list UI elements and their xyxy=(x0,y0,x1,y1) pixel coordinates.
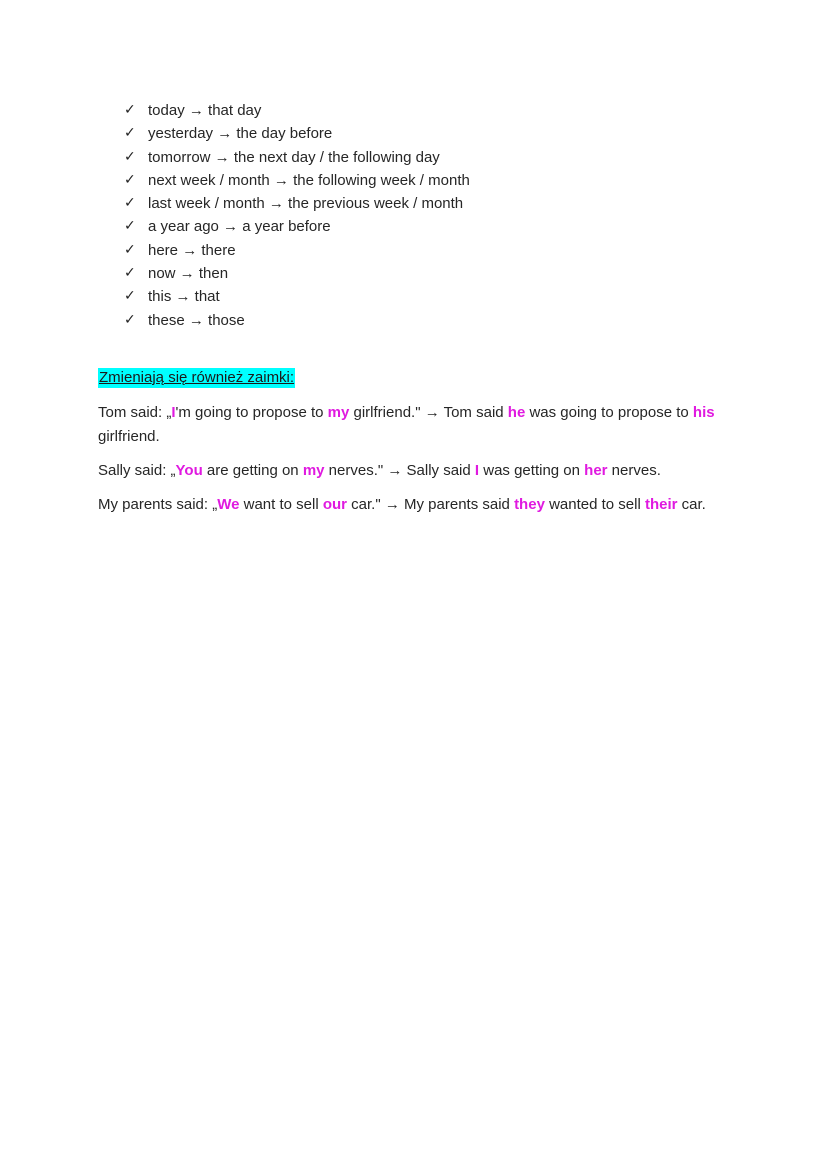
list-item-text: tomorrow → the next day / the following day xyxy=(148,148,440,166)
checkmark-icon: ✓ xyxy=(124,148,136,165)
list-item-text: this → that xyxy=(148,288,220,306)
list-item xyxy=(124,122,470,145)
sentence-text: girlfriend. xyxy=(98,427,160,445)
list-item-text: today → that day xyxy=(148,102,262,119)
checkmark-icon: ✓ xyxy=(124,288,136,305)
list-item-text: yesterday → the day before xyxy=(148,125,333,143)
sentence-text: are getting on xyxy=(202,462,303,479)
sentence-text: nerves." → Sally said xyxy=(324,462,475,479)
pronoun-highlight: I xyxy=(474,462,480,479)
checkmark-icon: ✓ xyxy=(124,125,136,142)
list-item xyxy=(124,169,470,192)
pronoun-highlight: You xyxy=(175,462,203,479)
sentence-text: want to sell xyxy=(239,496,323,513)
time-expressions-checklist xyxy=(124,99,470,332)
sentence-text: was going to propose to xyxy=(525,404,693,421)
sentence-text: My parents said: „ xyxy=(98,496,218,513)
sentence-text: 'm going to propose to xyxy=(175,404,328,421)
sentence-text: girlfriend." → Tom said xyxy=(349,404,508,421)
sentence-text: car." → My parents said xyxy=(347,496,515,513)
pronoun-highlight: our xyxy=(322,496,347,513)
checkmark-icon: ✓ xyxy=(124,218,136,235)
pronoun-highlight: her xyxy=(584,462,608,479)
pronoun-highlight: my xyxy=(327,404,350,421)
checkmark-icon: ✓ xyxy=(124,102,136,118)
sentence-text: nerves. xyxy=(607,462,661,479)
checkmark-icon: ✓ xyxy=(124,195,136,212)
list-item xyxy=(124,215,470,238)
pronoun-highlight: my xyxy=(302,462,325,479)
section-heading: Zmieniają się również zaimki: xyxy=(99,369,295,386)
checkmark-icon: ✓ xyxy=(124,311,136,328)
example-sentence xyxy=(98,401,748,448)
list-item xyxy=(124,262,470,285)
list-item xyxy=(124,239,470,262)
sentence-text: car. xyxy=(677,496,706,513)
pronoun-highlight: I xyxy=(171,404,176,421)
list-item xyxy=(124,192,470,215)
pronoun-highlight: We xyxy=(217,496,240,513)
checkmark-icon: ✓ xyxy=(124,171,136,188)
list-item xyxy=(124,309,470,332)
pronoun-highlight: they xyxy=(514,496,545,513)
list-item-text: here → there xyxy=(148,241,236,259)
list-item-text: last week / month → the previous week / month xyxy=(148,195,464,213)
list-item-text: next week / month → the following week / month xyxy=(148,171,470,189)
example-sentence xyxy=(98,493,748,517)
example-sentence xyxy=(98,459,748,483)
list-item xyxy=(124,99,470,122)
list-item-text: a year ago → a year before xyxy=(148,218,331,236)
sentence-text: Sally said: „ xyxy=(98,462,176,479)
pronoun-highlight: he xyxy=(507,404,526,421)
list-item-text: these → those xyxy=(148,311,245,329)
list-item-text: now → then xyxy=(148,265,229,283)
sentence-text: wanted to sell xyxy=(544,496,645,513)
checkmark-icon: ✓ xyxy=(124,241,136,258)
sentence-text: Tom said: „ xyxy=(98,404,172,421)
list-item xyxy=(124,285,470,308)
pronoun-highlight: his xyxy=(692,404,715,421)
sentence-text: was getting on xyxy=(479,462,585,479)
checkmark-icon: ✓ xyxy=(124,265,136,282)
pronoun-highlight: their xyxy=(644,496,678,513)
list-item xyxy=(124,146,470,169)
